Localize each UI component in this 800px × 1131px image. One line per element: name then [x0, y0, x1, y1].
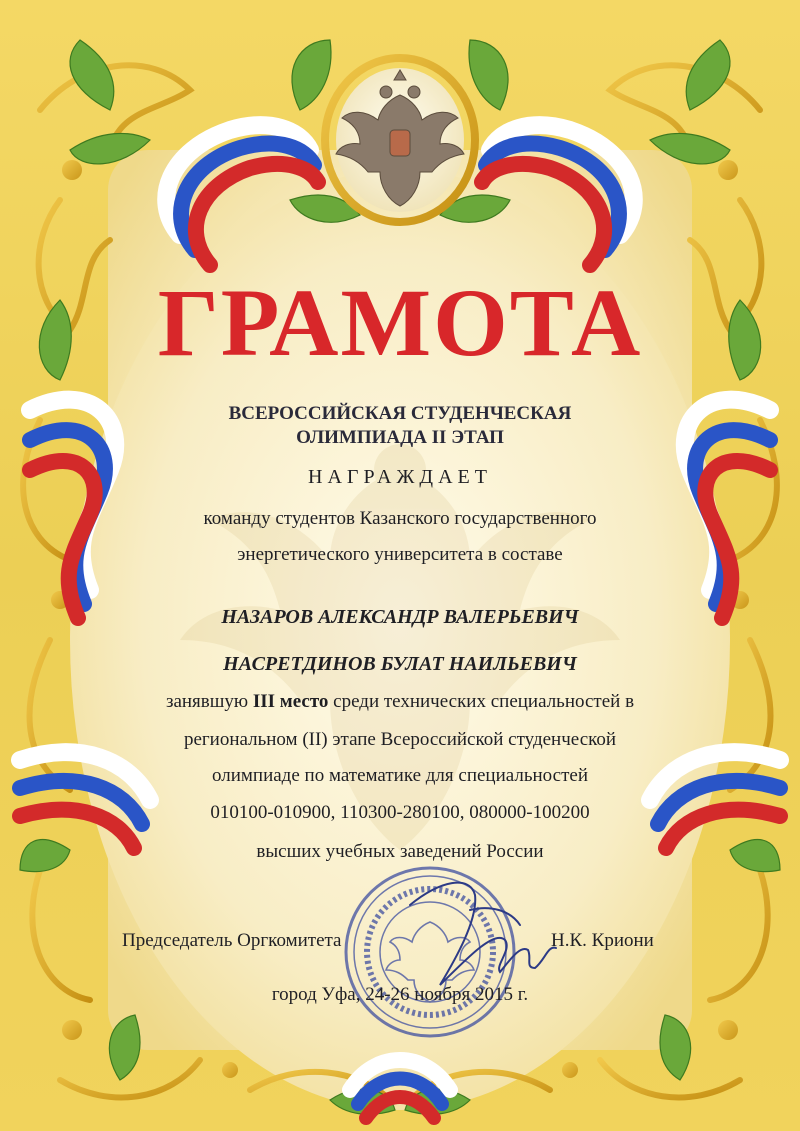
chairman-label: Председатель Оргкомитета — [122, 930, 342, 951]
chairman-name: Н.К. Криони — [551, 930, 654, 951]
certificate-title: ГРАМОТА — [157, 269, 643, 376]
awards-heading: НАГРАЖДАЕТ — [308, 466, 492, 488]
detail-line-1: региональном (II) этапе Всероссийской студенческой — [183, 729, 617, 750]
detail-line-2: олимпиаде по математике для специальностей — [211, 765, 588, 786]
place-prefix: занявшую — [165, 691, 249, 712]
achievement-line — [0, 690, 800, 714]
recipient-name-2: НАСРЕТДИНОВ БУЛАТ НАИЛЬЕВИЧ — [223, 653, 577, 675]
recipient-name-1: НАЗАРОВ АЛЕКСАНДР ВАЛЕРЬЕВИЧ — [221, 606, 579, 628]
detail-line-3: 010100-010900, 110300-280100, 080000-100200 — [210, 802, 590, 823]
detail-line-4: высших учебных заведений России — [256, 841, 544, 862]
team-line-1: команду студентов Казанского государственного — [203, 508, 597, 529]
team-line-2: энергетического университета в составе — [237, 544, 563, 565]
place-suffix: среди технических специальностей в — [333, 691, 635, 712]
place-value: III место — [252, 691, 329, 712]
city-date: город Уфа, 24-26 ноября 2015 г. — [271, 984, 529, 1005]
organizer-line-1: ВСЕРОССИЙСКАЯ СТУДЕНЧЕСКАЯ — [228, 403, 572, 424]
organizer-line-2: ОЛИМПИАДА II ЭТАП — [296, 427, 504, 448]
